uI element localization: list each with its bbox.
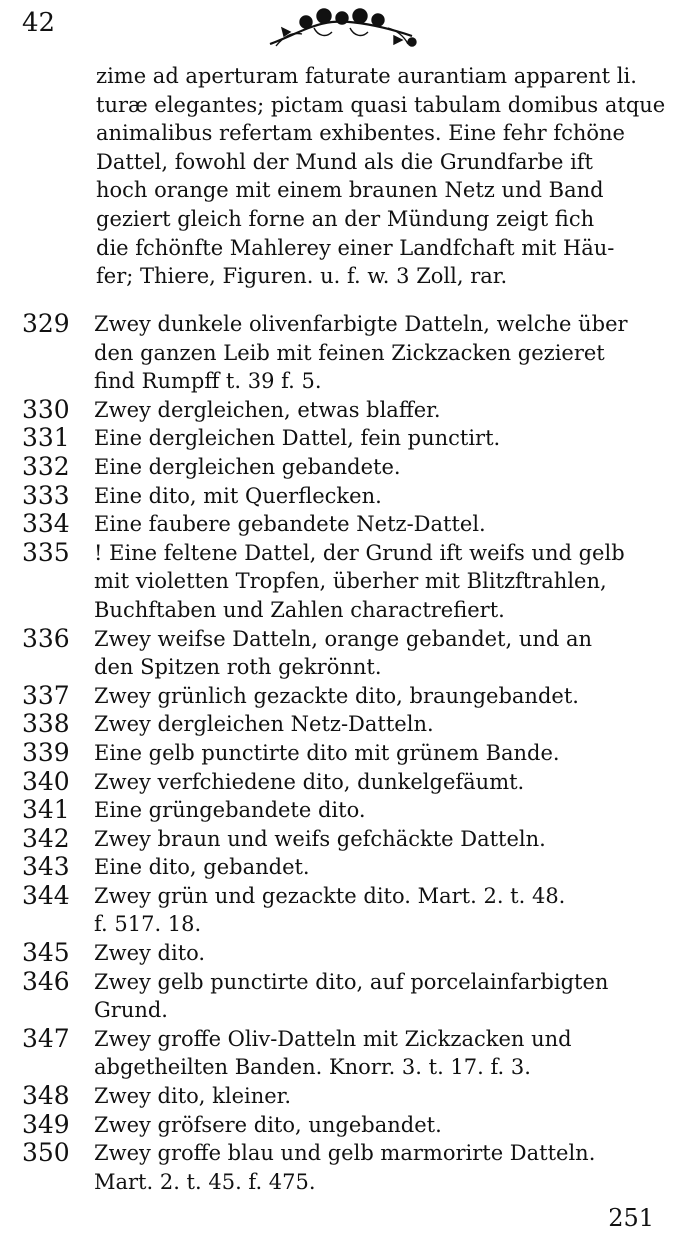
catalog-entry (22, 1111, 670, 1140)
entry-number: 333 (22, 480, 70, 510)
entry-number: 338 (22, 709, 70, 739)
text-line: Zwey groffe Oliv-Datteln mit Zickzacken und (94, 1026, 572, 1051)
catalog-entry (22, 825, 670, 854)
catalog-entry (22, 882, 670, 939)
catalog-entry (22, 310, 670, 396)
catalog-entry (22, 768, 670, 797)
catalog-entry (22, 1139, 670, 1196)
entry-text (94, 310, 670, 396)
entry-number: 346 (22, 966, 70, 996)
entry-text (94, 396, 670, 425)
entry-number: 329 (22, 309, 70, 338)
entry-text (94, 739, 670, 768)
text-line: abgetheilten Banden. Knorr. 3. t. 17. f. 3. (94, 1055, 531, 1080)
text-line: geziert gleich forne an der Mündung zeigt fich (96, 206, 595, 231)
text-line: den ganzen Leib mit feinen Zickzacken gezieret (94, 340, 605, 365)
catchword: 251 (608, 1204, 654, 1232)
entry-text (94, 939, 670, 968)
entry-number: 349 (22, 1109, 70, 1139)
catalog-entry (22, 1082, 670, 1111)
catalog-entry (22, 482, 670, 511)
text-line: Eine dergleichen Dattel, fein punctirt. (94, 426, 501, 451)
catalog-entry (22, 796, 670, 825)
text-line: Eine dito, mit Querflecken. (94, 483, 382, 508)
catalog-entry (22, 853, 670, 882)
catalog-entry (22, 396, 670, 425)
text-line: Zwey grünlich gezackte dito, braungebandet. (94, 683, 579, 708)
text-line: Zwey verfchiedene dito, dunkelgefäumt. (94, 769, 525, 794)
entry-number: 347 (22, 1023, 70, 1053)
text-line: Eine dergleichen gebandete. (94, 454, 401, 479)
text-line: Zwey weifse Datteln, orange gebandet, und an (94, 626, 593, 651)
text-line: Eine gelb punctirte dito mit grünem Bande. (94, 740, 560, 765)
text-line: die fchönfte Mahlerey einer Landfchaft mit Häu- (96, 235, 615, 260)
entry-number: 340 (22, 766, 70, 796)
entry-number: 339 (22, 737, 70, 767)
catalog-entry (22, 625, 670, 682)
floral-ornament-icon (262, 6, 432, 50)
catalog-entry (22, 453, 670, 482)
text-line: Dattel, fowohl der Mund als die Grundfarbe ift (96, 149, 593, 174)
entry-number: 344 (22, 880, 70, 910)
entry-number: 341 (22, 795, 70, 825)
text-line: Zwey dito, kleiner. (94, 1084, 292, 1109)
entry-text (94, 853, 670, 882)
text-line: ! Eine feltene Dattel, der Grund ift weifs und gelb (94, 540, 625, 565)
entry-text (94, 1139, 670, 1196)
entry-text (94, 510, 670, 539)
catalog-entry (22, 510, 670, 539)
text-line: Eine dito, gebandet. (94, 855, 310, 880)
entry-text (94, 710, 670, 739)
catalog-entry (22, 424, 670, 453)
entry-text (94, 482, 670, 511)
entry-number: 350 (22, 1138, 70, 1168)
entry-text (94, 453, 670, 482)
entry-number: 337 (22, 680, 70, 710)
entry-number: 331 (22, 423, 70, 453)
entry-text (94, 768, 670, 797)
entry-number: 342 (22, 823, 70, 853)
text-line: zime ad aperturam faturate aurantiam apparent li. (96, 64, 637, 88)
text-line: Zwey grün und gezackte dito. Mart. 2. t. 48. (94, 883, 566, 908)
entry-number: 348 (22, 1081, 70, 1111)
entry-text (94, 682, 670, 711)
continued-description (96, 62, 666, 291)
text-line: Grund. (94, 998, 168, 1023)
text-line: Eine faubere gebandete Netz-Dattel. (94, 512, 486, 537)
page-number: 42 (22, 8, 56, 38)
entry-text (94, 1082, 670, 1111)
entry-text (94, 882, 670, 939)
text-line: Mart. 2. t. 45. f. 475. (94, 1169, 316, 1194)
entry-number: 336 (22, 623, 70, 653)
entry-number: 334 (22, 509, 70, 539)
entry-number: 335 (22, 537, 70, 567)
text-line: find Rumpff t. 39 f. 5. (94, 369, 322, 394)
text-line: Eine grüngebandete dito. (94, 798, 366, 823)
entry-text (94, 625, 670, 682)
entry-text (94, 1111, 670, 1140)
catalog-entry (22, 682, 670, 711)
text-line: animalibus refertam exhibentes. Eine fehr fchöne (96, 121, 625, 146)
entry-number: 330 (22, 394, 70, 424)
entry-number: 345 (22, 938, 70, 968)
text-line: Zwey dergleichen Netz-Datteln. (94, 712, 434, 737)
text-line: mit violetten Tropfen, überher mit Blitzftrahlen, (94, 569, 607, 594)
text-line: turæ elegantes; pictam quasi tabulam domibus atque (96, 92, 666, 117)
text-line: Zwey gelb punctirte dito, auf porcelainfarbigten (94, 969, 609, 994)
catalog-entry (22, 1025, 670, 1082)
catalog-entries (22, 310, 670, 1196)
catalog-entry (22, 739, 670, 768)
text-line: Zwey dergleichen, etwas blaffer. (94, 397, 441, 422)
catalog-entry (22, 939, 670, 968)
entry-text (94, 968, 670, 1025)
catalog-entry (22, 710, 670, 739)
text-line: f. 517. 18. (94, 912, 202, 937)
entry-number: 343 (22, 852, 70, 882)
text-line: Zwey dito. (94, 941, 206, 966)
text-line: Zwey dunkele olivenfarbigte Datteln, welche über (94, 312, 628, 336)
entry-text (94, 424, 670, 453)
entry-text (94, 825, 670, 854)
catalog-entry (22, 539, 670, 625)
text-line: den Spitzen roth gekrönnt. (94, 655, 382, 680)
text-line: Zwey groffe blau und gelb marmorirte Datteln. (94, 1141, 596, 1166)
text-line: Zwey braun und weifs gefchäckte Datteln. (94, 826, 546, 851)
entry-text (94, 539, 670, 625)
text-line: hoch orange mit einem braunen Netz und Band (96, 178, 604, 203)
catalog-entry (22, 968, 670, 1025)
text-line: Buchftaben und Zahlen charactrefiert. (94, 597, 505, 622)
entry-text (94, 1025, 670, 1082)
entry-text (94, 796, 670, 825)
text-line: Zwey gröfsere dito, ungebandet. (94, 1112, 442, 1137)
entry-number: 332 (22, 451, 70, 481)
text-line: fer; Thiere, Figuren. u. f. w. 3 Zoll, rar. (96, 264, 508, 289)
